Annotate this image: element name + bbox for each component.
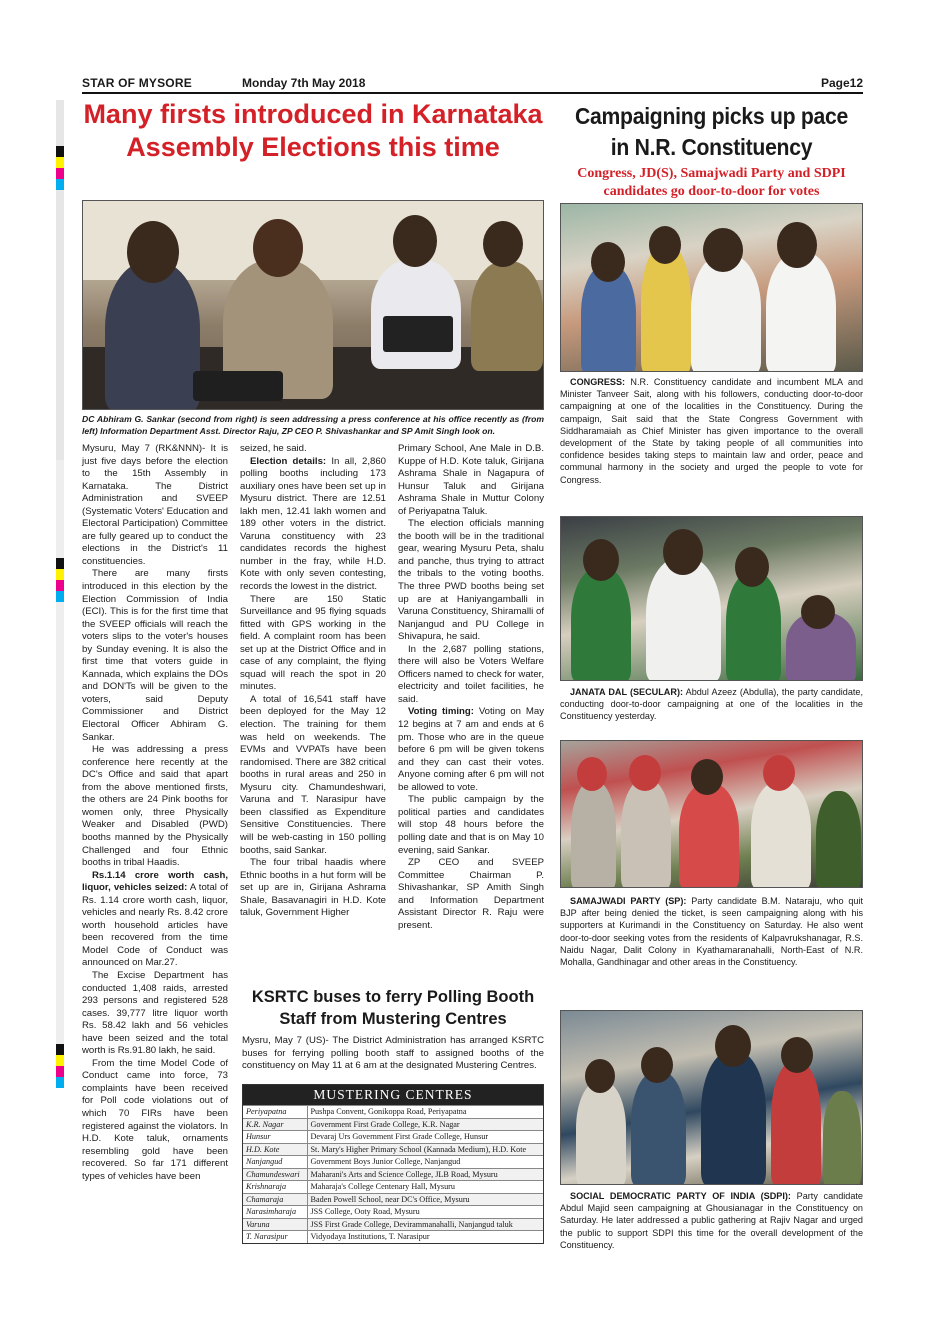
table-row bbox=[243, 1193, 543, 1206]
sp-caption bbox=[560, 895, 863, 968]
sdpi-caption-label: SOCIAL DEMOCRATIC PARTY OF INDIA (SDPI): bbox=[570, 1191, 791, 1201]
col1-para-3: He was addressing a press conference here recently at the DC's Office and said that apart from the above mentioned firsts, the others are 24 Pink booths for women only, three Physically Weaker and Disabled (PWD) booths manned by the Physically Challenged and four Ethnic booths in tribal Haadis. bbox=[82, 744, 228, 869]
registration-yellow-2 bbox=[56, 569, 64, 580]
jds-caption-text: Abdul Azeez (Abdulla), the party candidate, conducting door-to-door campaigning at one of the localities in the Constituency yesterday. bbox=[560, 687, 863, 722]
table-cell-place: Hunsur bbox=[243, 1131, 307, 1144]
registration-cyan bbox=[56, 179, 64, 190]
right-headline bbox=[572, 101, 851, 163]
sdpi-campaign-photo bbox=[560, 1010, 863, 1185]
left-headline-line1: Many firsts introduced in Karnataka bbox=[83, 99, 543, 129]
press-conference-photo bbox=[82, 200, 544, 410]
table-cell-place: Krishnaraja bbox=[243, 1181, 307, 1194]
registration-magenta-2 bbox=[56, 580, 64, 591]
col2-subhead: Election details: bbox=[250, 455, 327, 467]
col2-para-2: A total of 16,541 staff have been deployed for the May 12 election. The training for them was held on weekends. The EVMs and VVPATs have been randomised. There are 382 critical booths in rural areas and 250 in Mysuru city. Chamundeshwari, Varuna and T. Narasipur have been classified as Expenditure Sensitive Constituencies. There will be web-casting in 150 polling booths, said Sankar. bbox=[240, 693, 386, 856]
left-column-2 bbox=[240, 443, 386, 920]
table-cell-centre: Government Boys Junior College, Nanjangud bbox=[307, 1156, 543, 1169]
registration-yellow bbox=[56, 157, 64, 168]
col3-para-4: The public campaign by the political parties and candidates will stop 48 hours before the polling date and that is on May 10 evening, said Sankar. bbox=[398, 794, 544, 856]
left-headline bbox=[82, 98, 544, 164]
table-cell-centre: JSS College, Ooty Road, Mysuru bbox=[307, 1206, 543, 1219]
congress-caption bbox=[560, 376, 863, 486]
registration-cyan-3 bbox=[56, 1077, 64, 1088]
masthead bbox=[82, 74, 863, 94]
table-cell-centre: Pushpa Convent, Gonikoppa Road, Periyapatna bbox=[307, 1106, 543, 1119]
sp-campaign-photo bbox=[560, 740, 863, 888]
table-cell-centre: JSS First Grade College, Devirammanahalli, Nanjangud taluk bbox=[307, 1218, 543, 1231]
table-cell-place: T. Narasipur bbox=[243, 1231, 307, 1243]
col1-subhead-text: A total of Rs. 1.14 crore worth cash, liquor, vehicles and nearly Rs. 8.42 crore worth household articles have been recovered from the time Model Code of Conduct was announced on Mar.27. bbox=[82, 882, 228, 969]
registration-strip-lower bbox=[56, 460, 64, 1080]
jds-caption bbox=[560, 686, 863, 723]
right-subheadline-line1: Congress, JD(S), Samajwadi Party and SDPI bbox=[577, 166, 846, 181]
paper-name: STAR OF MYSORE bbox=[82, 76, 192, 90]
page-number: Page12 bbox=[820, 76, 863, 90]
registration-magenta-3 bbox=[56, 1066, 64, 1077]
table-cell-centre: Vidyodaya Institutions, T. Narasipur bbox=[307, 1231, 543, 1243]
ksrtc-headline-line1: KSRTC buses to ferry Polling Booth bbox=[251, 988, 535, 1006]
registration-magenta bbox=[56, 168, 64, 179]
left-column-1 bbox=[82, 443, 228, 1183]
table-row bbox=[243, 1156, 543, 1169]
right-headline-line2: in N.R. Constituency bbox=[610, 134, 813, 160]
table-cell-centre: Devaraj Urs Government First Grade College, Hunsur bbox=[307, 1131, 543, 1144]
table-cell-centre: St. Mary's Higher Primary School (Kannada Medium), H.D. Kote bbox=[307, 1143, 543, 1156]
table-cell-centre: Government First Grade College, K.R. Nagar bbox=[307, 1118, 543, 1131]
table-row bbox=[243, 1181, 543, 1194]
table-cell-place: H.D. Kote bbox=[243, 1143, 307, 1156]
ksrtc-headline-line2: Staff from Mustering Centres bbox=[279, 1010, 507, 1028]
col2-para-3: The four tribal haadis where Ethnic booths in a hut form will be set up are in, Girijana Ashrama Shale, Basavanagiri in H.D. Kote taluk, Government Higher bbox=[240, 857, 386, 919]
table-row bbox=[243, 1206, 543, 1219]
left-headline-line2: Assembly Elections this time bbox=[126, 132, 500, 162]
col3-para-5: ZP CEO and SVEEP Committee Chairman P. Shivashankar, SP Amith Singh and Information Department Assistant Director R. Raju were present. bbox=[398, 857, 544, 931]
table-cell-place: Periyapatna bbox=[243, 1106, 307, 1119]
sdpi-caption bbox=[560, 1190, 863, 1251]
registration-black bbox=[56, 146, 64, 157]
table-cell-place: Chamaraja bbox=[243, 1193, 307, 1206]
table-cell-centre: Baden Powell School, near DC's Office, Mysuru bbox=[307, 1193, 543, 1206]
table-cell-place: Nanjangud bbox=[243, 1156, 307, 1169]
table-cell-place: K.R. Nagar bbox=[243, 1118, 307, 1131]
table-row bbox=[243, 1218, 543, 1231]
mustering-table bbox=[243, 1105, 543, 1243]
mustering-centres-table bbox=[242, 1084, 544, 1244]
table-cell-place: Narasimharaja bbox=[243, 1206, 307, 1219]
col2-subhead-text: In all, 2,860 polling booths including 173 auxiliary ones have been set up in Mysuru district. There are 12.51 lakh men, 12.41 lakh women and 189 other voters in the district. Varuna constituency with 23 candidates records the highest number in the fray, while H.D. Kote with only seven contesting, records the lowest in the district. bbox=[240, 455, 386, 593]
col1-para-1: Mysuru, May 7 (RK&NNN)- It is just five days before the election to the 15th Assembly in Karnataka. The District Administration and SVEEP (Systematic Voters' Education and Electoral Participation) Committee are fully geared up to conduct the elections in the District's 11 constituencies. bbox=[82, 443, 228, 567]
jds-caption-label: JANATA DAL (SECULAR): bbox=[570, 687, 683, 697]
right-headline-line1: Campaigning picks up pace bbox=[575, 103, 848, 129]
col3-para-2: The election officials manning the booth will be in the traditional gear, wearing Mysuru Peta, shalu and panche, thus trying to attract the tribals to the voting booths. The three PWD booths being set up are at Haniyangamballi in Varuna Constituency, Shiramalli of Nanjangud and PU College in Shivapura, he said. bbox=[398, 518, 544, 643]
right-subheadline bbox=[560, 165, 863, 201]
table-row bbox=[243, 1131, 543, 1144]
col3-subhead-text: Voting on May 12 begins at 7 am and ends at 6 pm. Those who are in the queue before 6 pm will be given tokens and they can cast their votes. Anyone coming after 6 pm will not be allowed to vote. bbox=[398, 706, 544, 793]
ksrtc-headline bbox=[242, 986, 544, 1030]
col1-subhead: Rs.1.14 crore worth cash, liquor, vehicles seized: bbox=[82, 869, 228, 894]
table-cell-centre: Maharaja's College Centenary Hall, Mysuru bbox=[307, 1181, 543, 1194]
col2-para-1: There are 150 Static Surveillance and 95 flying squads fitted with GPS working in the field. A complaint room has been set up at the District Office and in case of any complaint, the flying squad will reach the spot in 20 minutes. bbox=[240, 593, 386, 693]
jds-campaign-photo bbox=[560, 516, 863, 681]
press-photo-caption: DC Abhiram G. Sankar (second from right) is seen addressing a press conference at his office recently as (from left) Information Department Asst. Director Raju, ZP CEO P. Shivashankar and SP Amit Singh look on. bbox=[82, 414, 544, 436]
registration-cyan-2 bbox=[56, 591, 64, 602]
col1-para-5: From the time Model Code of Conduct came into force, 73 complaints have been received for Poll code violations out of which 70 FIRs have been registered against the violators. In H.D. Kote taluk, ornaments resembling gold have been recovered. So far 171 different types of vehicles have been bbox=[82, 1057, 228, 1182]
issue-date: Monday 7th May 2018 bbox=[242, 76, 366, 90]
right-subheadline-line2: candidates go door-to-door for votes bbox=[603, 184, 820, 199]
table-row bbox=[243, 1118, 543, 1131]
sp-caption-text: Party candidate B.M. Nataraju, who quit BJP after being denied the ticket, is seen campaigning along with his supporters at Kurimandi in the Constituency on Saturday. He also went door-to-door seeking votes from the residents of Kalpavrukshanagar, R.S. Naidu Nagar, Dalit Colony in Kyathamaranahalli, North-East of N.R. Mohalla, Gandhinagar and other areas in the Constituency. bbox=[560, 896, 864, 968]
registration-black-2 bbox=[56, 558, 64, 569]
table-cell-centre: Maharani's Arts and Science College, JLB Road, Mysuru bbox=[307, 1168, 543, 1181]
sdpi-caption-text: Party candidate Abdul Majid seen campaigning at Ghousianagar in the Constituency on Saturday. He later addressed a public gathering at Rajiv Nagar and urged the public to support SDPI this time for the overall development of the Constituency. bbox=[560, 1191, 863, 1250]
ksrtc-body: Mysru, May 7 (US)- The District Administration has arranged KSRTC buses for ferrying polling booth staff to assigned booths of the constituency on May 11 at 6 am at the designated Mustering Centres. bbox=[242, 1035, 544, 1072]
col3-para-1: Primary School, Ane Male in D.B. Kuppe of H.D. Kote taluk, Girijana Ashrama Shale in Nagapura of Hunsur Taluk and Girijana Ashrama Shale in Muttur Colony of Periyapatna Taluk. bbox=[398, 443, 544, 517]
col3-para-3: In the 2,687 polling stations, there will also be Voters Welfare Officers named to check for water, electricity and toilet facilities, he said. bbox=[398, 643, 544, 705]
congress-caption-text: N.R. Constituency candidate and incumbent MLA and Minister Tanveer Sait, along with his followers, conducting door-to-door campaigning at one of the localities in the Constituency. During the campaign, Sait said that the State Congress Government with Siddharamaiah as Chief Minister has given importance to the overall development of the State by taking people of all communities into confidence besides taking steps to maintain law and order, peace and communal harmony in the society and urged the people to vote for Congress. bbox=[560, 377, 863, 485]
table-row bbox=[243, 1231, 543, 1243]
sp-caption-label: SAMAJWADI PARTY (SP): bbox=[570, 896, 687, 906]
left-column-3 bbox=[398, 443, 544, 932]
registration-yellow-3 bbox=[56, 1055, 64, 1066]
congress-caption-label: CONGRESS: bbox=[570, 377, 626, 387]
table-row bbox=[243, 1168, 543, 1181]
table-cell-place: Chamundeswari bbox=[243, 1168, 307, 1181]
col3-subhead: Voting timing: bbox=[408, 706, 474, 718]
col2-continuation: seized, he said. bbox=[240, 443, 307, 454]
table-row bbox=[243, 1106, 543, 1119]
col1-para-4: The Excise Department has conducted 1,408 raids, arrested 293 persons and registered 528 cases. 39,777 litre liquor worth Rs. 58.42 lakh and 56 vehicles have been seized and the total worth is Rs.91.80 lakh, he said. bbox=[82, 969, 228, 1057]
registration-black-3 bbox=[56, 1044, 64, 1055]
table-row bbox=[243, 1143, 543, 1156]
mustering-table-title: MUSTERING CENTRES bbox=[243, 1085, 543, 1105]
table-cell-place: Varuna bbox=[243, 1218, 307, 1231]
col1-para-2: There are many firsts introduced in this election by the Election Commission of India (ECI). This is for the first time that the SVEEP officials will reach the voters slips to the voter's houses by Sunday evening. It is also the first time that voters guide in Kannada, which explains the DOs and DON'Ts will be given to the voters, said Deputy Commissioner and District Electoral Officer Abhiram G. Sankar. bbox=[82, 568, 228, 743]
congress-campaign-photo bbox=[560, 203, 863, 372]
